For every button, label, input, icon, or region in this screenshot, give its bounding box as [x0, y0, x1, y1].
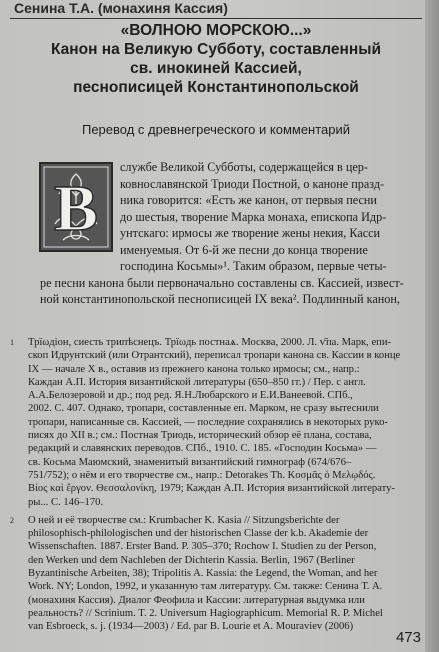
- footnote-line: 2002. С. 407. Однако, тропари, составленные еп. Марком, не сразу вытеснили: [28, 403, 379, 415]
- footnote-line: 751/752); о нём и его творчестве см., напр.: Detorakes Th. Κοσμᾶς ὁ Μελῳδός.: [28, 469, 376, 481]
- footnote-line: Work. NY; London, 1992, и указанную там литературу. См. также: Сенина Т. А.: [28, 581, 383, 593]
- footnote-line: редакций и славянских переводов. СПб., 1910. С. 185. «Господин Косьма» —: [28, 443, 377, 455]
- footnote-1: [10, 336, 422, 509]
- footnote-line: О ней и её творчестве см.: Krumbacher K. Kasia // Sitzungsberichte der: [28, 514, 340, 526]
- footnote-line: Wissenschaften. 1887. Erster Band. P. 305–370; Rochow I. Studien zu der Person,: [28, 541, 377, 553]
- footnote-line: св. Косьма Маюмский, знаменитый византийский гимнограф (674/676–: [28, 456, 352, 468]
- footnote-line: van Esbroeck, s. j. (1934—2003) / Ed. par B. Lourie et A. Mouraviev (2006): [28, 621, 354, 633]
- footnotes: [10, 336, 422, 634]
- footnote-line: Βίος καὶ ἔργον. Θεσσαλονίκη, 1979; Каждан А.П. История византийской литерату-: [28, 483, 395, 495]
- footnote-line: philosophisch-philologischen und der historischen Classe der k.b. Akademie der: [28, 528, 369, 540]
- text-line: ре песни канона были первоначально составлены св. Кассией, извест-: [40, 275, 404, 290]
- text-line: ковнославянской Триоди Постной, о каноне празд-: [120, 176, 385, 191]
- footnote-line: А.А.Белозеровой и др.; под ред. Я.Н.Любарского и Е.И.Ванеевой. СПб.,: [28, 390, 353, 402]
- text-line: ной константинопольской песнописицей IX века². Подлинный канон,: [40, 292, 400, 306]
- footnote-line: Каждан А.П. История византийской литературы (650–850 гг.) / Пер. с англ.: [28, 376, 366, 388]
- text-line: ника говорится: «Есть же канон, от первыя песни: [120, 193, 377, 207]
- running-head: Сенина Т.А. (монахиня Кассия): [14, 0, 228, 16]
- title-line-2: Канон на Великую Субботу, составленный: [50, 41, 382, 58]
- footnote-number: 2: [10, 515, 14, 525]
- footnote-line: тропари, написанные св. Кассией, — последние сохранялись в некоторых руко-: [28, 416, 388, 428]
- text-line: унтскаго: ирмосы же творение жены некия, Касси: [120, 226, 381, 240]
- text-line: службе Великой Субботы, содержащейся в цер-: [120, 160, 368, 174]
- footnote-line: Трїωдіон, сиесть трипѣснецъ. Трїωдь постнаѧ. Москва, 2000. Л. ѵ҃па. Марк, епи-: [28, 337, 392, 348]
- footnote-line: ры... С. 146–170.: [28, 496, 104, 508]
- drop-cap-letter: В: [53, 172, 99, 245]
- footnote-number: 1: [10, 338, 14, 347]
- main-text: [40, 159, 422, 308]
- text-line: до шестыя, творение Марка монаха, епископа Идр-: [120, 209, 387, 224]
- footnote-line: IX — начале X в., оставив из прежнего канона только ирмосы; см., напр.:: [28, 363, 360, 375]
- footnote-line: (монахиня Кассия). Диалог Феофила и Кассии: литературная выдумка или: [28, 594, 365, 606]
- footnote-line: писях до XII в.; см.: Постная Триодь, исторический обзор её плана, состава,: [28, 430, 372, 442]
- page-number: 473: [395, 629, 421, 646]
- footnote-line: Byzantinische Arbeiten, 38); Tripolitis A. Kassia: the Legend, the Woman, and her: [28, 568, 378, 580]
- title-line-3: св. инокиней Кассией,: [130, 60, 302, 77]
- text-line: господина Косьмы»¹. Таким образом, первые четы-: [120, 259, 387, 273]
- page-spine-shadow: [425, 0, 439, 652]
- header-rule: [10, 18, 422, 19]
- footnote-2: [10, 514, 422, 634]
- footnote-line: реальность? // Scrinium. T. 2. Universum Hagiographicum. Memorial R. P. Michel: [28, 607, 383, 619]
- footnote-line: den Werken und dem Nachleben der Dichterin Kassia. Berlin, 1967 (Berliner: [28, 554, 355, 566]
- article-subtitle: Перевод с древнегреческого и комментарий: [81, 122, 351, 137]
- footnote-line: скоп Идрунтский (или Отрантский), переписал тропари канона св. Кассии в конце: [28, 350, 401, 362]
- title-line-1: «ВОЛНОЮ МОРСКОЮ...»: [120, 22, 312, 39]
- title-line-4: песнописицей Константинопольской: [73, 79, 359, 96]
- text-line: именуемыя. От 6-й же песни до конца творение: [120, 242, 368, 257]
- article-title: [10, 21, 422, 97]
